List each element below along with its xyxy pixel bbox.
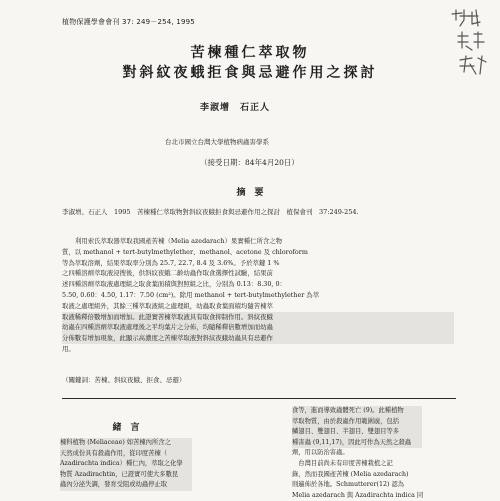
affiliation: 台北市國立台灣大學植物病蟲害學系 [165,138,269,146]
intro-line: 鱗翅目、雙翅目、半翅目、雙翅目等多 [292,427,422,438]
abstract-line: 述四種溶劑萃取液處理組之取食葉面積與對照組之比，分別為 0.13：8.30, 0： [62,280,286,289]
abstract-line: 5.50, 0.60：4.50, 1.17：7.50 (cm²)。除用 methanol + tert-butylmethylether 為萃 [62,290,320,299]
title-line-2: 對斜紋夜蛾拒食與忌避作用之探討 [122,65,378,81]
intro-line: Melia azedarach 與 Azadirachta indica 同 [292,491,424,499]
intro-line: 劑，用以防治害蟲。 [292,449,349,457]
abstract-body [62,236,454,355]
abstract-line: 取液之處理組外，其餘三種萃取液組之處理組，幼蟲取食葉面積均隨苦楝萃 [62,301,273,310]
intro-line: 萃取物質，由於殺蟲作用範圍廣，包括 [292,417,422,428]
received-date: （接受日期：84年4月20日） [200,158,299,167]
intro-line: 台灣目前尚未有印度苦楝栽植之記 [292,459,393,467]
abstract-line: 分佈數有增加現象，此顯示高濃度之苦楝萃取液對斜紋夜蛾幼蟲具有忌避作 [62,333,454,344]
abstract-line: 之四種溶劑萃取液浸搜後，供斜紋夜蛾二齡幼蟲作取食選擇性試驗，結果前 [62,269,273,278]
abstract-line: 等為萃取溶劑，結果萃取率分別為 25.7, 22.7, 8.4 及 3.6%。予於萃鍵 1 % [62,258,280,267]
intro-line: 種害蟲 (9,11,17)，因此可作為天然之殺蟲 [292,438,422,449]
intro-line: 物質 Azadirachtin，已證實可使大多數昆 [60,470,192,481]
abstract-line: 取液稀釋倍數增加而增加。此證實苦楝萃取液具有取食抑制作用。斜紋夜蛾 [62,312,454,323]
intro-line: Azadirachta indica）種仁內，萃取之化學 [60,459,192,470]
abstract-line: 幼蟲在四種溶劑萃取液處理後之平均葉片之分佈，均隨稀釋倍數增加而幼蟲 [62,322,454,333]
abstract-line: 質，以 methanol + tert-butylmethylether、methanol、acetone 及 chloroform [62,247,308,256]
intro-right-column [292,406,422,501]
intro-heading: 緒 言 [112,423,140,433]
abstract-heading: 摘 要 [236,188,264,198]
abstract-line: 用。 [62,344,75,353]
abstract-line: 利用索氏萃取器萃取我國產苦楝（Melia azedarach）果實種仁所含之物 [75,237,283,245]
intro-line: 蟲內分泌失調，發育受阻或幼蟲停止取 [60,480,192,491]
intro-left-column [60,438,192,491]
authors: 李淑增 石正人 [200,103,271,113]
section-divider [62,398,456,399]
intro-line: 楝科植物 (Meliaceae) 如苦楝內所含之 [60,438,192,449]
title-line-1: 苦楝種仁萃取物 [190,45,310,61]
intro-line: 天然成份具有殺蟲作用，從印度苦楝（ [60,449,192,460]
keywords: （關鍵詞：苦楝、斜紋夜蛾、拒食、忌避） [62,376,186,384]
intro-line: 錄，然而我國產苦楝 (Melia azedarach) [292,470,409,478]
abstract-citation: 李淑增、石正人 1995 苦楝種仁萃取物對斜紋夜蛾拒食與忌避作用之探討 植保會刊 37:249-254. [62,208,359,216]
intro-line: 食等，進而導致蟲體死亡 (9)。此種植物 [292,406,422,417]
intro-line: 則遍佈於各地。Schmutterer(12) 認為 [292,481,405,489]
journal-header: 植物保護學會會刊 37: 249－254, 1995 [62,18,195,26]
